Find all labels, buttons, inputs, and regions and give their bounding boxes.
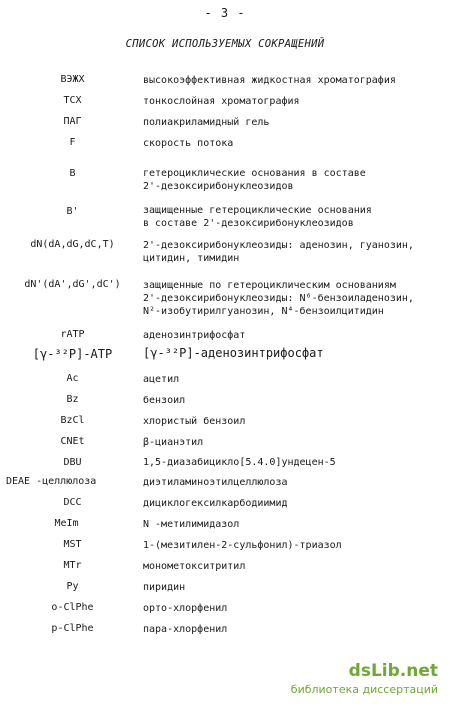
- definition-line: цитидин, тимидин: [143, 253, 240, 264]
- abbreviation: BzCl: [60, 415, 85, 426]
- definition-line: орто-хлорфенил: [143, 603, 228, 614]
- definition: [143, 394, 443, 407]
- definition-line: в составе 2'-дезоксирибонуклеозидов: [143, 218, 354, 229]
- abbreviation: rATP: [60, 329, 85, 340]
- definition: [143, 602, 443, 615]
- definition: [143, 74, 443, 87]
- definition-line: дициклогексилкарбодиимид: [143, 498, 288, 509]
- definition-line: N²-изобутирилгуанозин, N⁴-бензоилцитидин: [143, 306, 384, 317]
- abbreviation: B: [69, 168, 76, 179]
- abbreviation: Ac: [66, 373, 79, 384]
- definition: [143, 239, 443, 265]
- definition: [143, 137, 443, 150]
- definition: [143, 95, 443, 108]
- definition: [143, 167, 443, 193]
- definition-line: тонкослойная хроматография: [143, 96, 300, 107]
- page-number: - 3 -: [204, 6, 246, 20]
- abbreviation: MST: [63, 539, 82, 550]
- definition: [143, 539, 443, 552]
- definition: [143, 373, 443, 386]
- definition: [143, 279, 443, 318]
- abbreviation: p-ClPhe: [51, 623, 94, 634]
- definition: [143, 329, 443, 342]
- definition: [143, 204, 443, 230]
- abbreviation: dN'(dA',dG',dC'): [24, 279, 121, 290]
- abbreviation: dN(dA,dG,dC,T): [30, 239, 115, 250]
- definition-line: бензоил: [143, 395, 186, 406]
- definition-line: 2'-дезоксирибонуклеозиды: аденозин, гуанозин,: [143, 240, 414, 251]
- watermark-logo: dsLib.net: [348, 661, 438, 681]
- definition-line: монометокситритил: [143, 561, 246, 572]
- definition-line: хлористый бензоил: [143, 416, 246, 427]
- definition-line: высокоэффективная жидкостная хроматография: [143, 75, 396, 86]
- definition-line: полиакриламидный гель: [143, 117, 270, 128]
- definition-line: 1,5-диазабицикло[5.4.0]ундецен-5: [143, 457, 336, 468]
- abbreviation: DBU: [63, 457, 82, 468]
- abbreviation: F: [69, 137, 76, 148]
- abbreviation: Bz: [66, 394, 79, 405]
- definition-line: скорость потока: [143, 138, 234, 149]
- definition-line: защищенные по гетероциклическим основаниям: [143, 280, 396, 291]
- abbreviation: o-ClPhe: [51, 602, 94, 613]
- definition-line: 2'-дезоксирибонуклеозиды: N⁶-бензоиладенозин,: [143, 293, 414, 304]
- definition: [143, 497, 443, 510]
- watermark-subtitle: библиотека диссертаций: [290, 683, 438, 696]
- watermark: [291, 662, 438, 696]
- definition-line: N -метилимидазол: [143, 519, 240, 530]
- abbreviation: ТСХ: [63, 95, 82, 106]
- abbreviation: B': [66, 206, 79, 217]
- definition-line: гетероциклические основания в составе: [143, 168, 366, 179]
- definition-line: ацетил: [143, 374, 180, 385]
- definition: [143, 116, 443, 129]
- definition-line: [γ-³²P]-аденозинтрифосфат: [143, 346, 324, 360]
- definition: [143, 415, 443, 428]
- abbreviation: Py: [66, 581, 79, 592]
- definition-line: пара-хлорфенил: [143, 624, 228, 635]
- definition-line: 2'-дезоксирибонуклеозидов: [143, 181, 294, 192]
- definition-line: пиридин: [143, 582, 186, 593]
- abbreviation: MeIm: [54, 518, 79, 529]
- definition: [143, 476, 443, 489]
- abbreviation: [γ-³²P]-ATP: [32, 347, 113, 361]
- definition: [143, 560, 443, 573]
- abbreviation: ВЭЖХ: [60, 74, 85, 85]
- definition-line: защищенные гетероциклические основания: [143, 205, 372, 216]
- abbreviation: DCC: [63, 497, 82, 508]
- definition: [143, 456, 443, 469]
- page-title: СПИСОК ИСПОЛЬЗУЕМЫХ СОКРАЩЕНИЙ: [125, 38, 325, 50]
- definition: [143, 436, 443, 449]
- abbreviation: CNEt: [60, 436, 85, 447]
- abbreviation: MTr: [63, 560, 82, 571]
- abbreviation: ПАГ: [63, 116, 82, 127]
- definition-line: диэтиламиноэтилцеллюлоза: [143, 477, 288, 488]
- definition-line: 1-(мезитилен-2-сульфонил)-триазол: [143, 540, 342, 551]
- definition-line: аденозинтрифосфат: [143, 330, 246, 341]
- definition: [143, 623, 443, 636]
- definition: [143, 518, 443, 531]
- definition-line: β-цианэтил: [143, 437, 204, 448]
- definition: [143, 347, 443, 360]
- abbreviation: DEAE -целлюлоза: [6, 476, 97, 487]
- definition: [143, 581, 443, 594]
